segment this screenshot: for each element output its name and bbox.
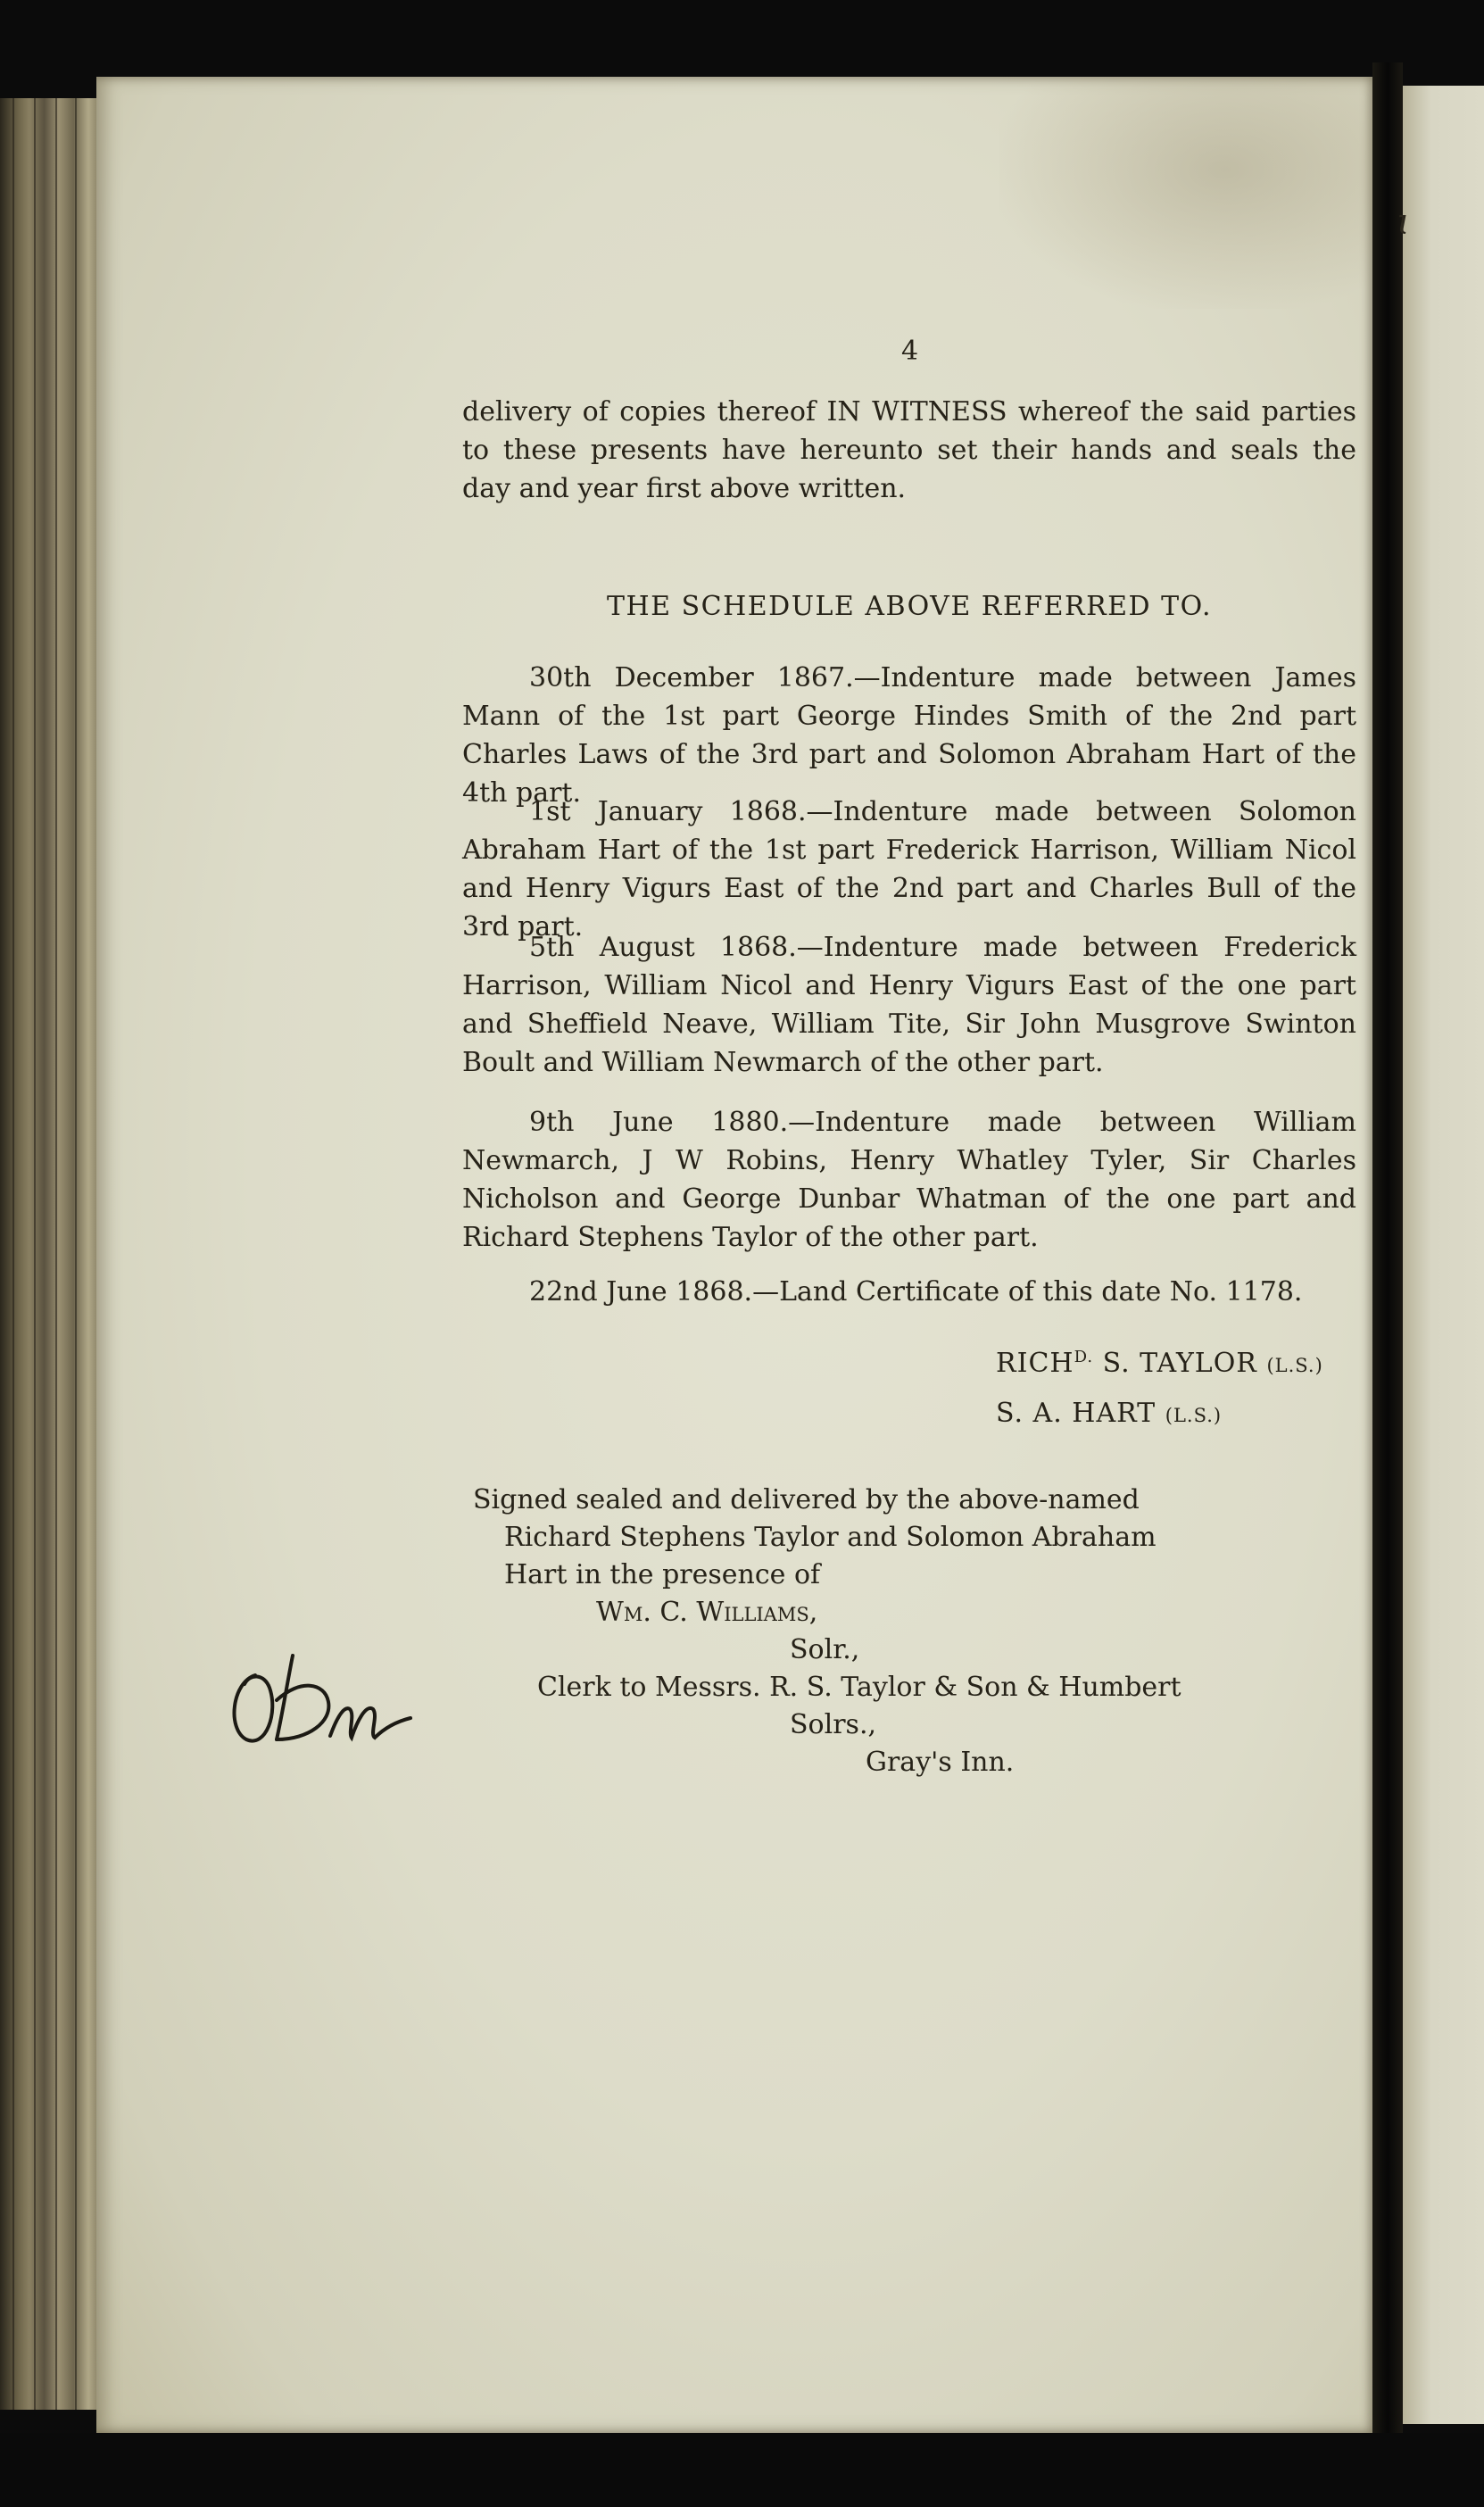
scanner-bottom-edge xyxy=(0,2433,1484,2507)
witness-name: Wm. C. Williams, xyxy=(596,1597,818,1628)
page-edge-line xyxy=(12,98,14,2410)
page-edge-line xyxy=(34,98,36,2410)
signature-taylor-rest: S. TAYLOR xyxy=(1093,1348,1257,1379)
signature-taylor xyxy=(996,1348,1323,1379)
schedule-item-5: 22nd June 1868.—Land Certificate of this date No. 1178. xyxy=(529,1276,1303,1307)
witness-title: Solr., xyxy=(790,1634,860,1665)
signature-taylor-name: RICH xyxy=(996,1348,1074,1379)
opening-paragraph: delivery of copies thereof IN WITNESS whereof the said parties to these presents have hereunto set their hands and seals the day and year first above written. xyxy=(462,396,1356,504)
signature-hart-name: S. A. HART xyxy=(996,1398,1157,1429)
stacked-page-edges xyxy=(0,98,98,2410)
firm-title: Solrs., xyxy=(790,1709,877,1740)
attestation-line-3: Hart in the presence of xyxy=(504,1559,821,1590)
facing-page-mark: ɩ xyxy=(1397,202,1411,243)
schedule-item-3: 5th August 1868.—Indenture made between Frederick Harrison, William Nicol and Henry Vigurs East of the one part and Sheffield Neave, William Tite, Sir John Musgrove Swinton Boult and William Newmarch of the other part. xyxy=(462,932,1356,1078)
facing-page-edge xyxy=(1403,86,1484,2424)
page-edge-line xyxy=(75,98,77,2410)
schedule-item-4: 9th June 1880.—Indenture made between William Newmarch, J W Robins, Henry Whatley Tyler, Sir Charles Nicholson and George Dunbar Whatman of the one part and Richard Stephens Taylor of the other part. xyxy=(462,1107,1356,1253)
schedule-heading: THE SCHEDULE ABOVE REFERRED TO. xyxy=(606,591,1213,622)
signature-taylor-sup: D. xyxy=(1074,1348,1094,1366)
attestation-line-1: Signed sealed and delivered by the above-named xyxy=(473,1484,1140,1515)
clerk-line: Clerk to Messrs. R. S. Taylor & Son & Humbert xyxy=(537,1672,1181,1703)
schedule-item-1: 30th December 1867.—Indenture made between James Mann of the 1st part George Hindes Smith of the 2nd part Charles Laws of the 3rd part and Solomon Abraham Hart of the 4th part. xyxy=(462,662,1356,809)
attestation-line-2: Richard Stephens Taylor and Solomon Abraham xyxy=(504,1522,1157,1553)
signature-hart xyxy=(996,1398,1222,1429)
signature-hart-seal: (L.S.) xyxy=(1165,1405,1223,1426)
book-gutter xyxy=(1372,62,1403,2454)
paper-stain xyxy=(999,77,1374,309)
firm-address: Gray's Inn. xyxy=(866,1747,1015,1778)
signature-taylor-seal: (L.S.) xyxy=(1266,1355,1323,1376)
handwritten-initials-signature xyxy=(223,1647,415,1754)
page-number: 4 xyxy=(901,336,919,367)
page-edge-line xyxy=(55,98,57,2410)
schedule-item-2: 1st January 1868.—Indenture made between Solomon Abraham Hart of the 1st part Frederick Harrison, William Nicol and Henry Vigurs East of the 2nd part and Charles Bull of the 3rd part. xyxy=(462,796,1356,942)
